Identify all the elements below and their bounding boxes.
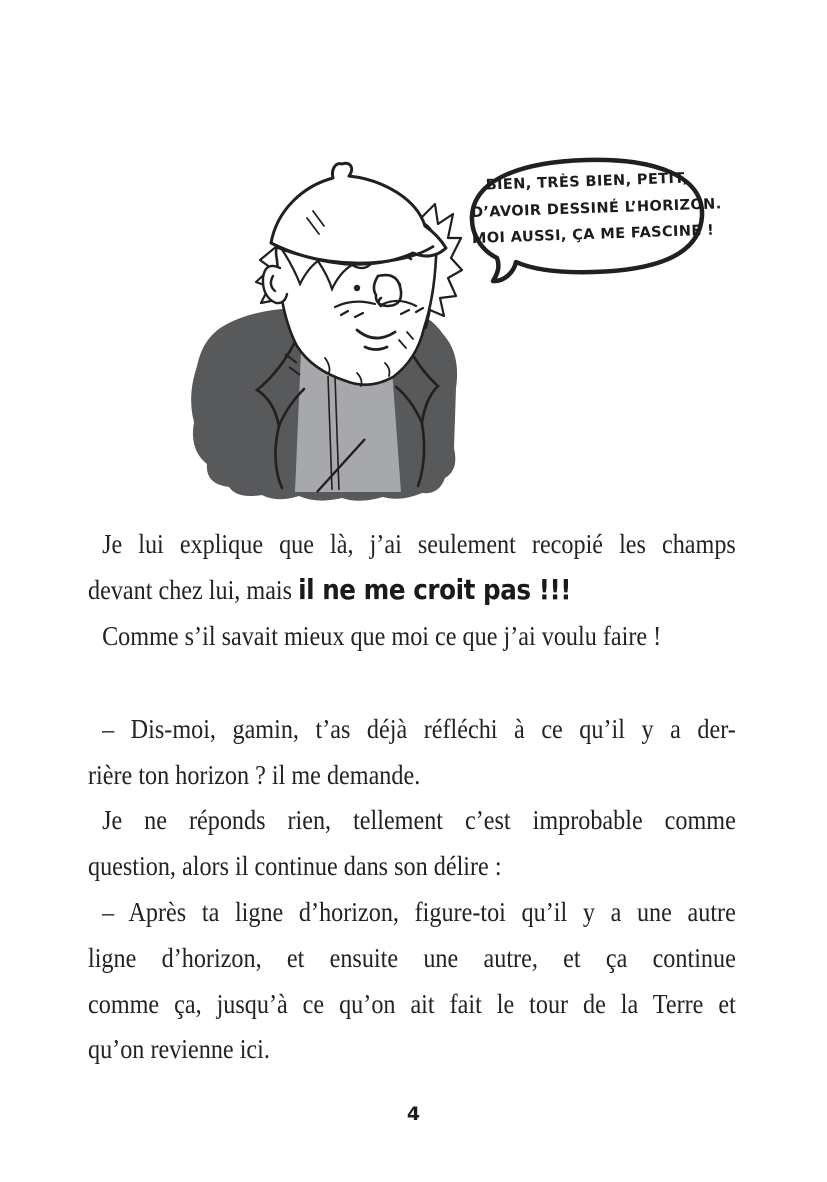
story-text-segment: qu’on revienne ici. bbox=[88, 1033, 270, 1065]
story-text-segment: comme ça, jusqu’à ce qu’on ait fait le tour de la Terre et bbox=[88, 987, 736, 1019]
story-line bbox=[88, 567, 736, 613]
story-line bbox=[88, 981, 736, 1027]
story-text-segment: Comme s’il savait mieux que moi ce que j’ai voulu faire ! bbox=[102, 619, 662, 651]
story-text-segment: rière ton horizon ? il me demande. bbox=[88, 758, 421, 790]
speech-bubble-line: D’AVOIR DESSINÉ L’HORIZON. bbox=[470, 195, 722, 221]
speech-bubble-text bbox=[470, 165, 722, 253]
story-line bbox=[88, 752, 736, 798]
story-text-segment: Je lui explique que là, j’ai seulement recopié les champs bbox=[102, 528, 736, 559]
story-text-segment: devant chez lui, mais bbox=[88, 573, 299, 605]
story-line bbox=[88, 935, 736, 981]
story-line bbox=[88, 706, 736, 752]
story-line bbox=[88, 889, 736, 935]
old-man-illustration bbox=[185, 148, 465, 503]
speech-bubble-line: MOI AUSSI, ÇA ME FASCINE ! bbox=[471, 222, 715, 248]
speech-bubble bbox=[450, 150, 728, 302]
story-text-segment: – Dis-moi, gamin, t’as déjà réfléchi à ce qu’il y a der- bbox=[102, 712, 736, 744]
story-text-segment: Je ne réponds rien, tellement c’est improbable comme bbox=[102, 804, 736, 836]
left-eye bbox=[354, 285, 360, 291]
story-emphasis-text: il ne me croit pas !!! bbox=[298, 572, 572, 606]
story-line bbox=[88, 613, 736, 659]
story-line bbox=[88, 521, 736, 567]
story-text-segment: ligne d’horizon, et ensuite une autre, et ça continue bbox=[88, 941, 736, 973]
old-man-drawing bbox=[185, 148, 465, 503]
story-line bbox=[88, 797, 736, 843]
story-text-segment: question, alors il continue dans son délire : bbox=[88, 850, 502, 882]
story-text bbox=[88, 521, 736, 1072]
page-number: 4 bbox=[406, 1103, 421, 1125]
speech-bubble-line: BIEN, TRÈS BIEN, PETIT, bbox=[485, 170, 689, 194]
story-line bbox=[88, 1026, 736, 1072]
story-line bbox=[88, 843, 736, 889]
paragraph-gap bbox=[88, 658, 736, 706]
cap bbox=[271, 163, 446, 264]
story-text-segment: – Après ta ligne d’horizon, figure-toi qu’il y a une autre bbox=[102, 896, 736, 928]
